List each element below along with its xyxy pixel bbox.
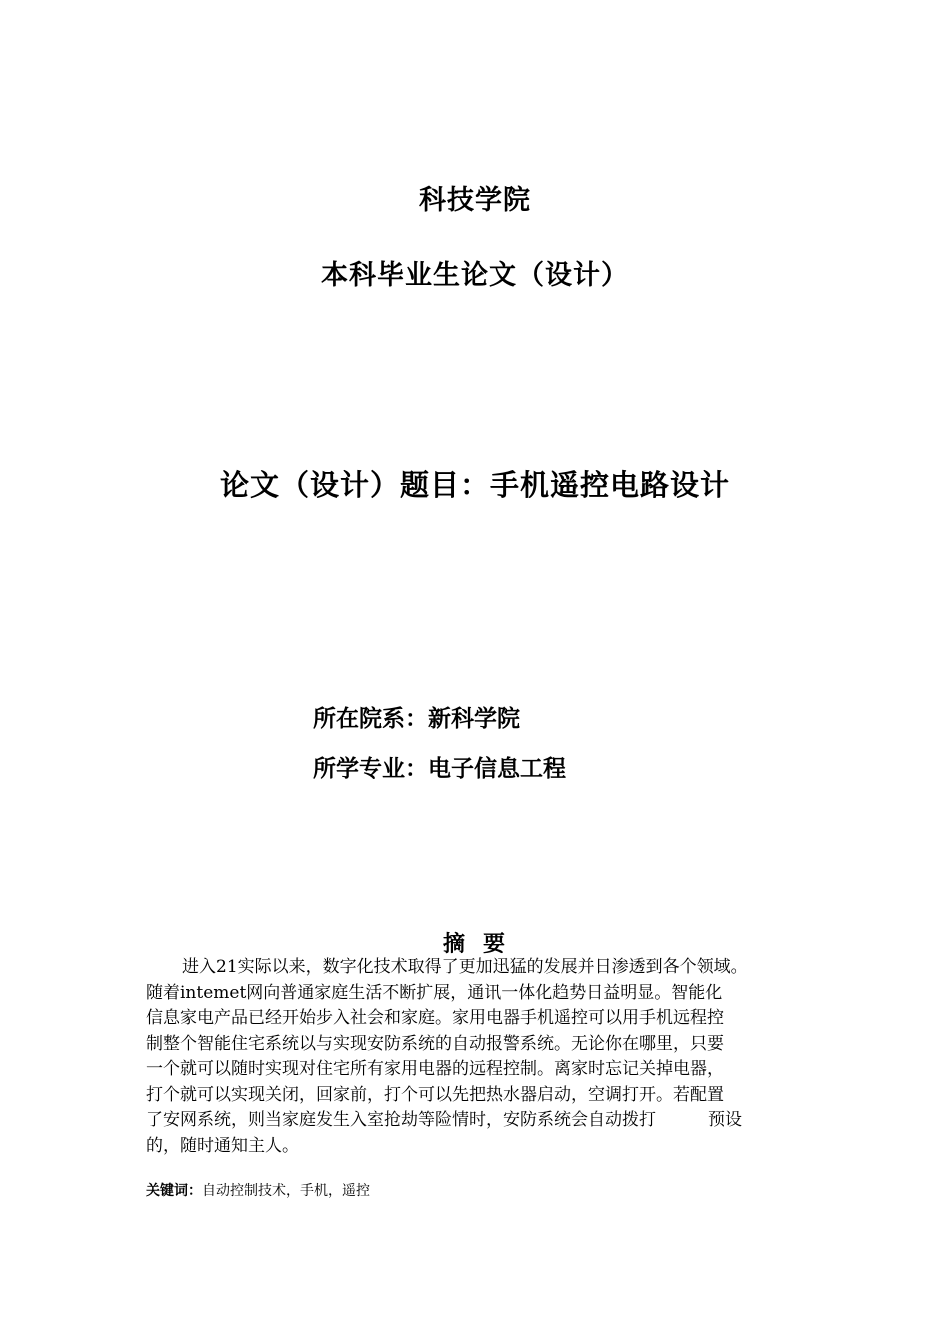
major-row (313, 750, 566, 783)
abstract-body (146, 955, 831, 1159)
abstract-heading: 摘要 (443, 931, 524, 957)
keywords-label: 关键词： (146, 1183, 202, 1199)
major-label: 所学专业： (313, 755, 428, 782)
department-row (313, 700, 520, 733)
keywords-value: 自动控制技术，手机，遥控 (202, 1183, 370, 1199)
department-value: 新科学院 (428, 705, 520, 732)
document-type: 本科毕业生论文（设计） (321, 260, 629, 291)
abstract-line: 一个就可以随时实现对住宅所有家用电器的远程控制。离家时忘记关掉电器， (146, 1059, 724, 1079)
thesis-title-label: 论文（设计）题目： (219, 468, 490, 502)
keywords-row (146, 1180, 370, 1200)
abstract-line: 的，随时通知主人。 (146, 1135, 299, 1156)
abstract-line: 制整个智能住宅系统以与实现安防系统的自动报警系统。无论你在哪里，只要 (146, 1033, 724, 1054)
thesis-title (0, 463, 950, 504)
school-name: 科技学院 (419, 185, 531, 216)
abstract-line-tail: 预设 (708, 1110, 742, 1130)
abstract-line: 信息家电产品已经开始步入社会和家庭。家用电器手机遥控可以用手机远程控 (146, 1008, 724, 1028)
abstract-line-text: 了安网系统，则当家庭发生入室抢劫等险情时，安防系统会自动拨打 (146, 1110, 656, 1130)
department-label: 所在院系： (313, 705, 428, 732)
abstract-line: 打个就可以实现关闭，回家前，打个可以先把热水器启动，空调打开。若配置 (146, 1084, 724, 1105)
abstract-line: 进入21实际以来，数字化技术取得了更加迅猛的发展并日渗透到各个领域。 (182, 957, 748, 977)
abstract-line-7 (146, 1108, 831, 1134)
abstract-line: 随着intemet网向普通家庭生活不断扩展，通讯一体化趋势日益明显。智能化 (146, 982, 723, 1003)
thesis-title-value: 手机遥控电路设计 (490, 468, 731, 502)
major-value: 电子信息工程 (428, 755, 566, 782)
